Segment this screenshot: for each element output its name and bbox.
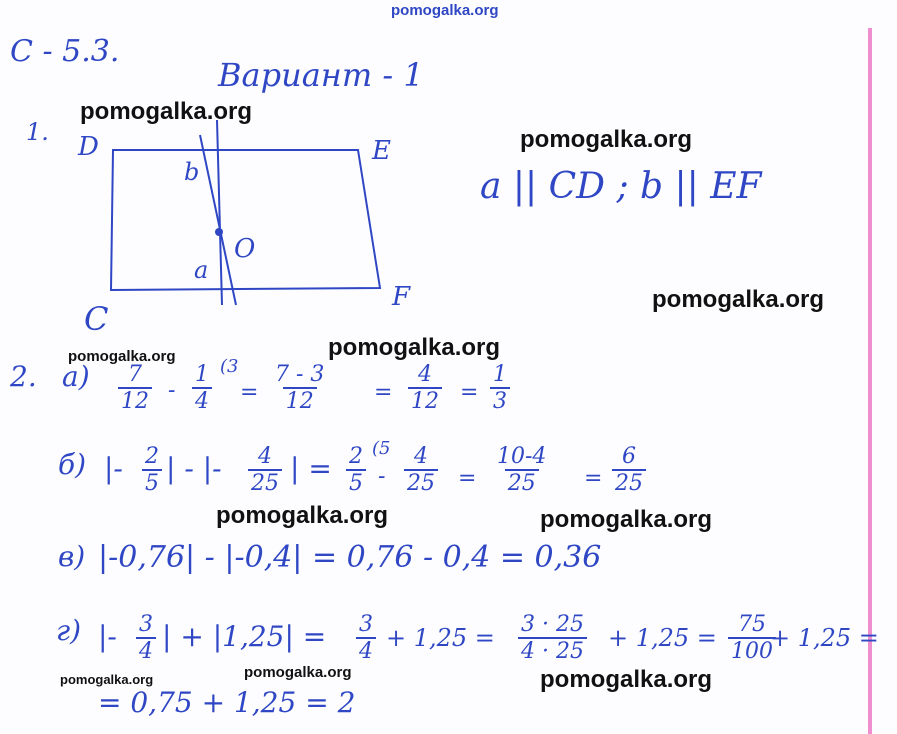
denominator: 4 xyxy=(136,637,156,664)
task2g-middle: | + |1,25| = xyxy=(162,620,327,653)
watermark: pomogalka.org xyxy=(80,98,253,125)
denominator: 5 xyxy=(142,469,162,496)
task2v-label: в) xyxy=(58,540,86,573)
task2g-fraction-2 xyxy=(356,612,376,664)
task2g-fraction-3 xyxy=(518,612,587,664)
denominator: 4 xyxy=(356,637,376,664)
numerator: 75 xyxy=(738,612,766,637)
task2b-minus: - xyxy=(378,464,386,489)
task2v-expression: |-0,76| - |-0,4| = 0,76 - 0,4 = 0,36 xyxy=(98,540,602,575)
denominator: 4 xyxy=(192,387,212,414)
task2a-multiplier: (3 xyxy=(220,356,239,377)
task2b-fraction-4 xyxy=(404,444,438,496)
watermark: pomogalka.org xyxy=(328,334,501,361)
task2b-abs1-open: |- xyxy=(104,452,123,485)
task2a-equals-3: = xyxy=(460,380,479,405)
denominator: 25 xyxy=(404,469,438,496)
task2b-label: б) xyxy=(58,448,87,481)
numerator: 6 xyxy=(622,444,636,469)
denominator: 25 xyxy=(248,469,282,496)
variant-title: Вариант - 1 xyxy=(218,56,424,94)
numerator: 2 xyxy=(145,444,159,469)
task2g-fraction-4 xyxy=(728,612,776,664)
task2b-fraction-6 xyxy=(612,444,646,496)
point-o-label: O xyxy=(234,234,256,264)
trapezoid-dcfe xyxy=(111,150,380,290)
task2b-abs1-close: | - |- xyxy=(166,452,222,485)
numerator: 3 xyxy=(359,612,373,637)
watermark: pomogalka.org xyxy=(216,502,389,529)
numerator: 7 xyxy=(128,362,142,387)
task2b-fraction-5 xyxy=(494,444,549,496)
task2a-minus: - xyxy=(168,378,176,403)
work-number: С - 5.3. xyxy=(10,34,120,69)
numerator: 4 xyxy=(414,444,428,469)
numerator: 1 xyxy=(195,362,209,387)
task2g-fraction-1 xyxy=(136,612,156,664)
task2a-label: а) xyxy=(62,360,90,393)
task2a-equals-1: = xyxy=(240,380,259,405)
watermark: pomogalka.org xyxy=(652,286,825,313)
numerator: 10-4 xyxy=(497,444,547,469)
denominator: 4 · 25 xyxy=(518,637,587,664)
vertex-c-label: C xyxy=(84,300,109,338)
task2b-equals-2: = xyxy=(458,466,477,491)
watermark-top: pomogalka.org xyxy=(391,2,499,19)
line-a xyxy=(217,120,222,305)
task1-number: 1. xyxy=(26,118,49,146)
numerator: 1 xyxy=(493,362,507,387)
numerator: 4 xyxy=(258,444,272,469)
task2g-plus-3: + 1,25 = xyxy=(770,624,879,652)
denominator: 5 xyxy=(346,469,366,496)
task2g-label: г) xyxy=(56,614,82,647)
task2g-abs-open: |- xyxy=(98,620,117,653)
task2g-plus-2: + 1,25 = xyxy=(608,624,717,652)
vertex-d-label: D xyxy=(78,132,99,162)
numerator: 3 · 25 xyxy=(521,612,584,637)
watermark: pomogalka.org xyxy=(68,348,176,365)
task2b-equals-3: = xyxy=(584,466,603,491)
task2b-fraction-3 xyxy=(346,444,366,496)
numerator: 2 xyxy=(349,444,363,469)
task2b-abs2-close: | = xyxy=(290,452,332,485)
task2g-line-2: = 0,75 + 1,25 = 2 xyxy=(98,686,356,719)
task2a-fraction-1 xyxy=(118,362,152,414)
line-b-label: b xyxy=(184,158,200,186)
denominator: 3 xyxy=(490,387,510,414)
denominator: 25 xyxy=(505,469,539,496)
vertex-e-label: E xyxy=(372,136,391,166)
task2a-fraction-5 xyxy=(490,362,510,414)
numerator: 4 xyxy=(418,362,432,387)
task2a-fraction-2 xyxy=(192,362,212,414)
task2b-fraction-1 xyxy=(142,444,162,496)
watermark: pomogalka.org xyxy=(540,506,713,533)
watermark: pomogalka.org xyxy=(244,664,352,681)
denominator: 100 xyxy=(728,637,776,664)
watermark: pomogalka.org xyxy=(540,666,713,693)
task2g-plus-1: + 1,25 = xyxy=(386,624,495,652)
denominator: 25 xyxy=(612,469,646,496)
denominator: 12 xyxy=(408,387,442,414)
watermark: pomogalka.org xyxy=(520,126,693,153)
point-o-dot xyxy=(215,228,223,236)
task2b-fraction-2 xyxy=(248,444,282,496)
numerator: 3 xyxy=(139,612,153,637)
task2a-fraction-3 xyxy=(272,362,327,414)
numerator: 7 - 3 xyxy=(275,362,325,387)
task2-number: 2. xyxy=(10,360,37,393)
task1-answer: a || CD ; b || EF xyxy=(480,166,762,207)
task2b-multiplier: (5 xyxy=(372,438,391,459)
vertex-f-label: F xyxy=(392,282,411,312)
denominator: 12 xyxy=(283,387,317,414)
task2a-fraction-4 xyxy=(408,362,442,414)
line-a-label: a xyxy=(194,256,209,284)
task2a-equals-2: = xyxy=(374,380,393,405)
denominator: 12 xyxy=(118,387,152,414)
watermark: pomogalka.org xyxy=(60,672,154,687)
